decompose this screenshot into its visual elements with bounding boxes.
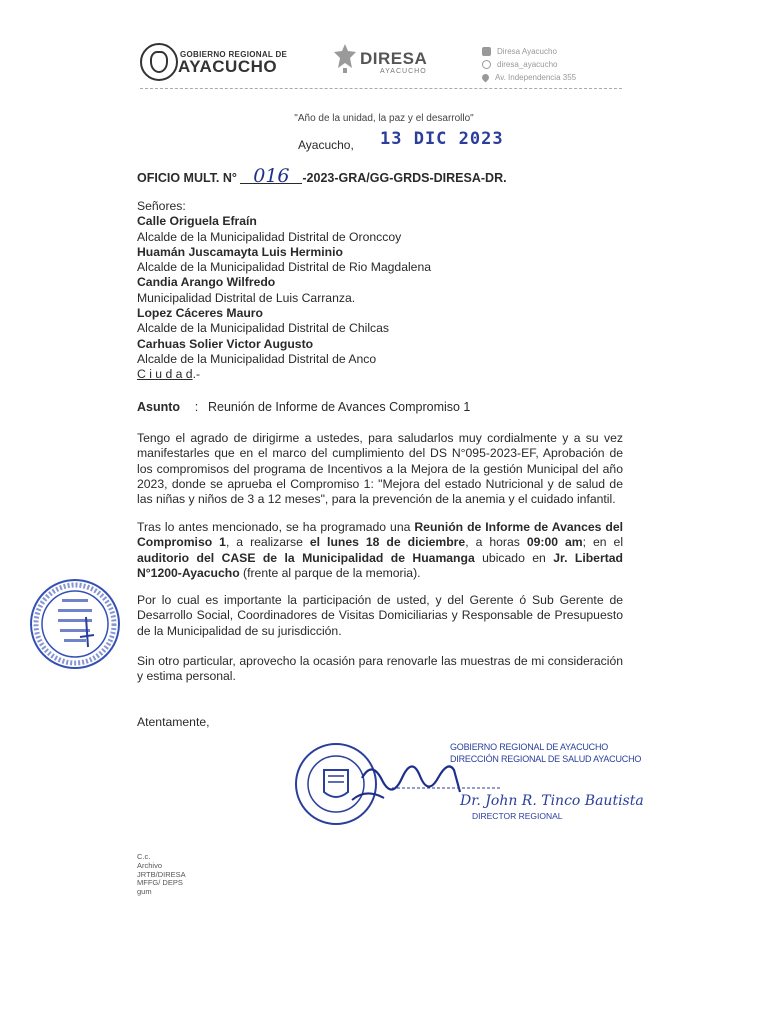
approval-seal-stamp — [28, 577, 122, 671]
diresa-name: DIRESA — [360, 49, 428, 68]
facebook-icon — [482, 47, 491, 56]
recipient-name: Lopez Cáceres Mauro — [137, 306, 263, 321]
year-motto: "Año de la unidad, la paz y el desarrollo" — [294, 113, 474, 124]
paragraph-2: Tras lo antes mencionado, se ha programado una Reunión de Informe de Avances del Compromiso 1, a realizarse el lunes 18 de diciembre, a horas 09:00 am; en el auditorio del CASE de la Municipalidad de Huamanga ubicado en Jr. Libertad N°1200-Ayacucho (frente al parque de la memoria). — [137, 520, 624, 580]
social-facebook: Diresa Ayacucho — [482, 47, 557, 56]
recipient-role: Alcalde de la Municipalidad Distrital de Chilcas — [137, 321, 389, 336]
social-location: Av. Independencia 355 — [482, 73, 576, 82]
signatory-name: Dr. John R. Tinco Bautista — [460, 793, 644, 809]
handwritten-number: 016 — [240, 169, 302, 184]
diresa-sub: AYACUCHO — [380, 68, 427, 75]
signature-org-line-1: GOBIERNO REGIONAL DE AYACUCHO — [450, 742, 609, 752]
subject-line: Asunto : Reunión de Informe de Avances Compromiso 1 — [137, 400, 471, 414]
closing: Atentamente, — [137, 715, 210, 729]
cc-block: C.c. Archivo JRTB/DIRESA MFFG/ DEPS gum — [137, 852, 186, 897]
header-org-small: GOBIERNO REGIONAL DE — [180, 50, 288, 59]
social-instagram: diresa_ayacucho — [482, 60, 557, 69]
addressee-block — [137, 199, 431, 383]
oficio-number-line: OFICIO MULT. N° 016 -2023-GRA/GG-GRDS-DIRESA-DR. — [137, 165, 507, 187]
date-stamp: 13 DIC 2023 — [380, 129, 504, 149]
recipient-name: Calle Origuela Efraín — [137, 214, 257, 229]
diresa-logo-icon — [332, 42, 358, 74]
city-label: Ayacucho, — [298, 138, 354, 152]
recipient-role: Municipalidad Distrital de Luis Carranza. — [137, 290, 356, 305]
header-org-big: AYACUCHO — [178, 57, 278, 76]
paragraph-1: Tengo el agrado de dirigirme a ustedes, para saludarlos muy cordialmente y a su vez manifestarles que en el marco del cumplimiento del DS N°095-2023-EF, Aprobación de los compromisos del programa de Incentivos a la Mejora de la gestión Municipal del año 2023, donde se aprueba el Compromiso 1: "Mejora del estado Nutricional y de salud de las niñas y niños de 3 a 12 meses", para la prevención de la anemia y el cuidado infantil. — [137, 431, 623, 507]
recipient-role: Alcalde de la Municipalidad Distrital de Anco — [137, 351, 377, 366]
location-pin-icon — [481, 73, 491, 83]
signatory-role: DIRECTOR REGIONAL — [472, 811, 563, 821]
recipient-name: Huamán Juscamayta Luis Herminio — [137, 244, 343, 259]
paragraph-3: Por lo cual es importante la participación de usted, y del Gerente ó Sub Gerente de Desarrollo Social, Coordinadores de Visitas Domiciliarias y Responsable de Presupuesto de la Municipalidad de su jurisdicción. — [137, 593, 623, 638]
ciudad-line: C i u d a d.- — [137, 367, 201, 382]
subject-text: Reunión de Informe de Avances Compromiso 1 — [207, 400, 471, 414]
subject-label: Asunto — [137, 400, 181, 414]
recipient-name: Candia Arango Wilfredo — [137, 275, 276, 290]
instagram-icon — [482, 60, 491, 69]
paragraph-4: Sin otro particular, aprovecho la ocasión para renovarle las muestras de mi consideración y estima personal. — [137, 654, 623, 684]
signature-org-line-2: DIRECCIÓN REGIONAL DE SALUD AYACUCHO — [450, 754, 642, 764]
header-divider — [140, 88, 622, 90]
recipient-role: Alcalde de la Municipalidad Distrital de Oronccoy — [137, 229, 402, 244]
recipient-role: Alcalde de la Municipalidad Distrital de Rio Magdalena — [137, 260, 432, 275]
recipient-name: Carhuas Solier Victor Augusto — [137, 336, 314, 351]
gobierno-regional-logo-icon — [140, 43, 178, 81]
greeting: Señores: — [137, 199, 186, 213]
